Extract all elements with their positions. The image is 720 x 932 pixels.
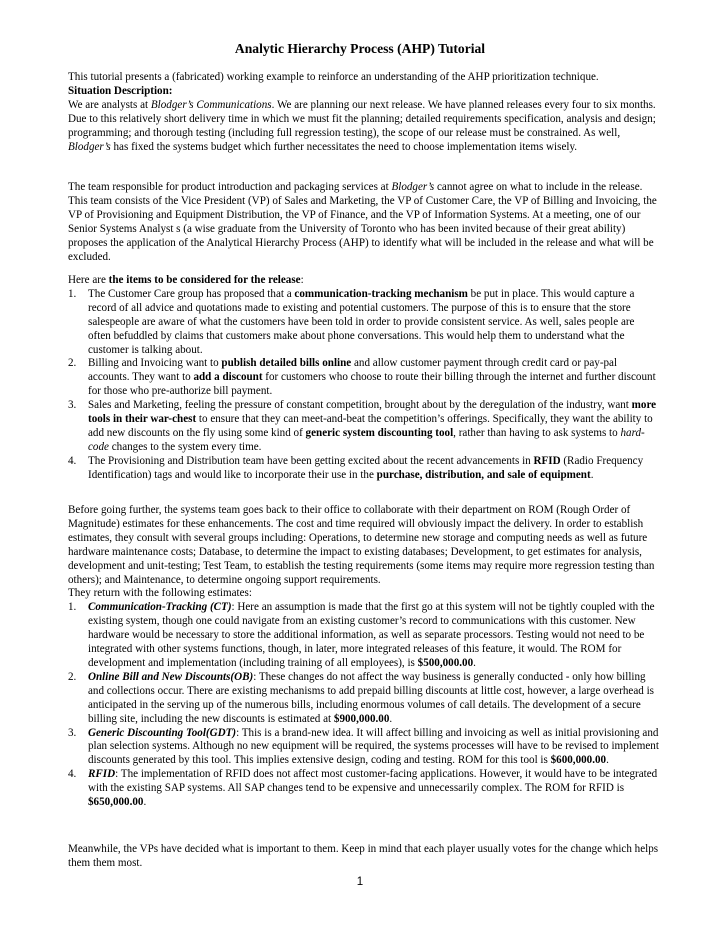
team-paragraph: The team responsible for product introduction and packaging services at Blodger’s cannot agree on what to include in the release. This team consists of the Vice President (VP) of Sales and Marketing, the VP of Customer Care, the VP of Billing and Invoicing, the VP of Provisioning and Equipment Distribution, the VP of Finance, and the VP of Information Systems. At a meeting, one of our Senior Systems Analyst s (a wise graduate from the University of Toronto who has been invited because of their great ability) proposes the application of the Analytical Hierarchy Process (AHP) to identify what will be included in the release and what will be excluded. [68, 181, 657, 263]
list-item: 1. The Customer Care group has proposed that a communication-tracking mechanism be put in place. This would capture a record of all advice and quotations made to existing and potential customers. The purpose of this is to ensure that the store salespeople are aware of what the customers have been told in order to provide consistent service. As well, sales people are often befuddled by claims that customers make about phone conversations. This would help them to understand what the customer is talking about. [68, 287, 635, 356]
page-number: 1 [356, 876, 364, 888]
estimates-intro: They return with the following estimates: [68, 587, 252, 600]
estimates-section [68, 504, 660, 810]
items-section [68, 274, 660, 483]
items-intro: Here are the items to be considered for the release: [68, 274, 304, 286]
rom-paragraph: Before going further, the systems team goes back to their office to collaborate with their department on ROM (Rough Order of Magnitude) estimates for these enhancements. The cost and time required will obviously impact the delivery. In order to establish estimates, they consult with several groups including: Operations, to determine new storage and computing needs as well as future hardware maintenance costs; Database, to determine the impact to existing databases; Development, to get estimates for analysis, development and unit-testing; Test Team, to establish the testing requirements (some items may require more regression testing than others); and Maintenance, to determine ongoing support requirements. [68, 504, 655, 586]
list-item: 1. Communication-Tracking (CT): Here an assumption is made that the first go at this system will not be tightly coupled with the existing system, though one could navigate from an existing customer’s record to communications with this customer. New hardware would be necessary to store the additional information, as well as separate processors. Testing would not need to be integrated with other systems functions, though, in later, more integrated releases of this feature, it would. The ROM for development and implementation (including training of all employees), is $500,000.00. [68, 601, 655, 669]
list-item: 2. Billing and Invoicing want to publish detailed bills online and allow customer payment through credit card or pay-pal accounts. They want to add a discount for customers who choose to route their billing through the internet and further discount for those who pre-authorize bill payment. [68, 357, 656, 398]
situation-paragraph: We are analysts at Blodger’s Communications. We are planning our next release. We have planned releases every four to six months. Due to this relatively short delivery time in which we must fit the planning; detailed requirements specification, analysis and design; programming; and thorough testing (including full regression testing), the scope of our release must be constrained. As well, Blodger’s has fixed the systems budget which further necessitates the need to choose implementation items wisely. [68, 98, 656, 153]
estimates-list [68, 601, 660, 810]
list-item: 2. Online Bill and New Discounts(OB): These changes do not affect the way business is generally conducted - only how billing and collections occur. There are existing mechanisms to add prepaid billing discounts at little cost, however, a large overhead is anticipated in the serving up of the numerous bills, including enormous volumes of call details. The development of a secure billing site, including the new discounts is estimated at $900,000.00. [68, 670, 654, 725]
intro-section [68, 71, 660, 154]
list-item: 4. RFID: The implementation of RFID does not affect most customer-facing applications. However, it would have to be integrated with the existing SAP systems. All SAP changes tend to be expensive and unnecessarily complex. The ROM for RFID is $650,000.00. [68, 768, 658, 809]
closing-paragraph: Meanwhile, the VPs have decided what is important to them. Keep in mind that each player usually votes for the change which helps them them most. [68, 843, 659, 869]
team-section [68, 181, 660, 264]
list-item: 3. Generic Discounting Tool(GDT): This is a brand-new idea. It will affect billing and invoicing as well as initial provisioning and plan selection systems. Although no new equipment will be required, the systems processes will have to be revised to implement discounts generated by this tool. This implies extensive design, coding and testing. ROM for this tool is $600,000.00. [68, 726, 659, 767]
list-item: 3. Sales and Marketing, feeling the pressure of constant competition, brought about by the deregulation of the industry, want more tools in their war-chest to ensure that they can meet-and-beat the competition’s offerings. Specifically, they want the ability to add new discounts on the fly using some kind of generic system discounting tool, rather than having to ask systems to hard-code changes to the system every time. [68, 399, 657, 453]
intro-paragraph: This tutorial presents a (fabricated) working example to reinforce an understanding of the AHP prioritization technique. [68, 71, 599, 83]
closing-section [68, 843, 660, 871]
situation-heading: Situation Description: [68, 84, 173, 97]
items-list [68, 288, 660, 483]
list-item: 4. The Provisioning and Distribution team have been getting excited about the recent advancements in RFID (Radio Frequency Identification) tags and would like to incorporate their use in the purchase, distribution, and sale of equipment. [68, 454, 644, 481]
page-title: Analytic Hierarchy Process (AHP) Tutorial [234, 41, 486, 56]
